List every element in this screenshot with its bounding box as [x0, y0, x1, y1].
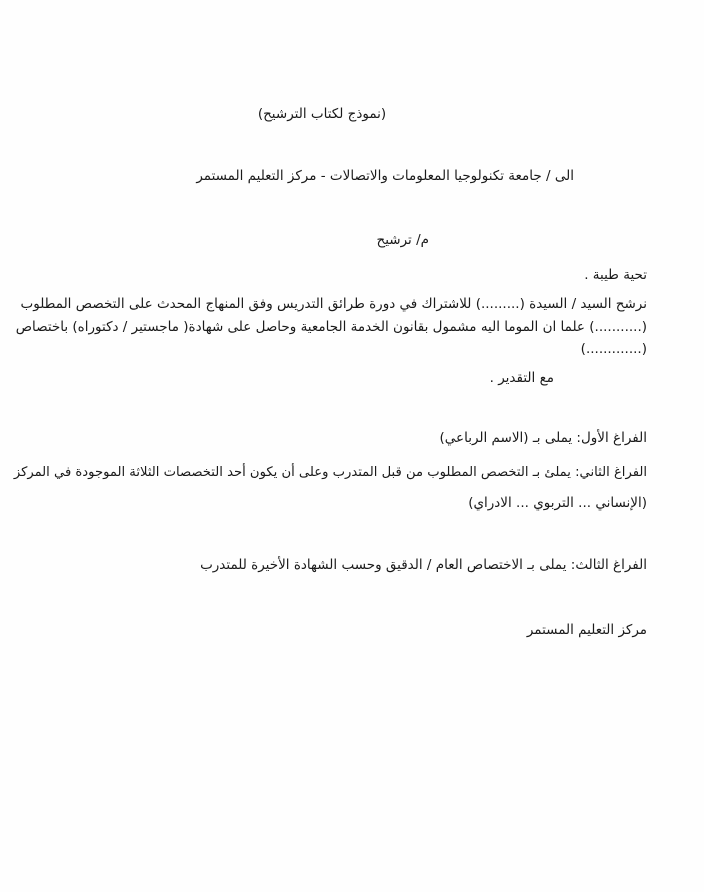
subject-line: م/ ترشيح: [376, 232, 429, 248]
body-line-2: (...........) علما ان الموما اليه مشمول بقانون الخدمة الجامعية وحاصل على شهادة( ماجستير / دكتوراه) باختصاص: [15, 319, 647, 335]
signature-line: مركز التعليم المستمر: [526, 622, 647, 638]
document-title: (نموذج لكتاب الترشيح): [257, 106, 387, 122]
body-line-3: (.............): [580, 341, 647, 357]
note-blank-3: الفراغ الثالث: يملى بـ الاختصاص العام / الدقيق وحسب الشهادة الأخيرة للمتدرب: [200, 557, 647, 573]
note-blank-2-options: (الإنساني ... التربوي ... الادراي): [468, 495, 647, 511]
note-blank-1: الفراغ الأول: يملى بـ (الاسم الرباعي): [439, 430, 647, 446]
greeting-line: تحية طيبة .: [584, 267, 647, 283]
recipient-line: الى / جامعة تكنولوجيا المعلومات والاتصالات - مركز التعليم المستمر: [196, 168, 574, 184]
body-line-1: نرشح السيد / السيدة (.........) للاشتراك في دورة طرائق التدريس وفق المنهاج المحدث على التخصص المطلوب: [20, 296, 647, 312]
closing-line: مع التقدير .: [489, 370, 554, 386]
note-blank-2: الفراغ الثاني: يملئ بـ التخصص المطلوب من قبل المتدرب وعلى أن يكون أحد التخصصات الثلاثة الموجودة في المركز: [13, 465, 647, 480]
